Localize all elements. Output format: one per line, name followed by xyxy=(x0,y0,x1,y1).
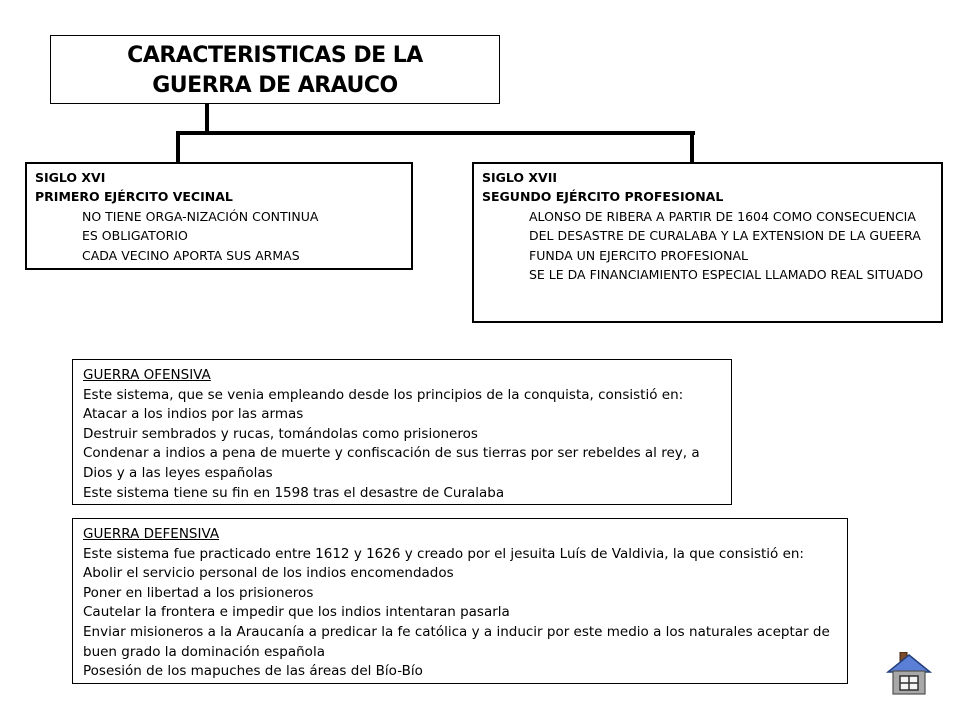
guerra-defensiva-line: Posesión de los mapuches de las áreas del Bío-Bío xyxy=(83,663,423,680)
guerra-defensiva-line: Poner en libertad a los prisioneros xyxy=(83,584,314,601)
guerra-ofensiva-line: Atacar a los indios por las armas xyxy=(83,406,304,423)
siglo-xvii-list xyxy=(482,207,935,285)
home-icon xyxy=(886,652,932,696)
guerra-ofensiva-line: Este sistema tiene su fin en 1598 tras el desastre de Curalaba xyxy=(83,484,505,501)
guerra-defensiva-heading: GUERRA DEFENSIVA xyxy=(83,526,220,542)
siglo-xvii-item: ALONSO DE RIBERA A PARTIR DE 1604 COMO CONSECUENCIA DEL DESASTRE DE CURALABA Y LA EXTENSION DE LA GUEERA FUNDA UN EJERCITO PROFESIONAL xyxy=(529,208,921,263)
connector-horizontal xyxy=(176,131,695,135)
diagram-title-box xyxy=(50,35,500,104)
siglo-xvii-box xyxy=(472,162,943,323)
guerra-ofensiva-box xyxy=(72,359,732,505)
guerra-ofensiva-heading: GUERRA OFENSIVA xyxy=(83,367,211,383)
siglo-xvi-subheading: PRIMERO EJÉRCITO VECINAL xyxy=(35,189,233,205)
guerra-defensiva-line: Este sistema fue practicado entre 1612 y 1626 y creado por el jesuita Luís de Valdivia, la que consistió en: xyxy=(83,545,804,562)
siglo-xvii-heading: SIGLO XVII xyxy=(482,170,558,185)
connector-right-drop xyxy=(690,131,694,162)
guerra-defensiva-line: Enviar misioneros a la Araucanía a predicar la fe católica y a inducir por este medio a los naturales aceptar de buen grado la dominación española xyxy=(83,623,830,660)
guerra-defensiva-box xyxy=(72,518,848,684)
guerra-ofensiva-line: Destruir sembrados y rucas, tomándolas como prisioneros xyxy=(83,425,478,442)
guerra-defensiva-line: Cautelar la frontera e impedir que los indios intentaran pasarla xyxy=(83,604,510,621)
diagram-title: CARACTERISTICAS DE LA GUERRA DE ARAUCO xyxy=(127,43,423,98)
siglo-xvi-item: NO TIENE ORGA-NIZACIÓN CONTINUA xyxy=(82,208,319,224)
siglo-xvii-item: SE LE DA FINANCIAMIENTO ESPECIAL LLAMADO REAL SITUADO xyxy=(529,267,924,283)
guerra-ofensiva-line: Este sistema, que se venia empleando desde los principios de la conquista, consistió en: xyxy=(83,386,684,403)
siglo-xvii-subheading: SEGUNDO EJÉRCITO PROFESIONAL xyxy=(482,189,724,205)
guerra-defensiva-line: Abolir el servicio personal de los indios encomendados xyxy=(83,565,454,582)
connector-vertical-main xyxy=(205,104,209,134)
siglo-xvi-box xyxy=(25,162,413,270)
siglo-xvi-item: CADA VECINO APORTA SUS ARMAS xyxy=(82,247,300,263)
siglo-xvi-heading: SIGLO XVI xyxy=(35,170,106,185)
siglo-xvi-list xyxy=(35,207,405,265)
siglo-xvi-item: ES OBLIGATORIO xyxy=(82,228,188,244)
home-button[interactable] xyxy=(886,652,932,696)
guerra-ofensiva-line: Condenar a indios a pena de muerte y confiscación de sus tierras por ser rebeldes al rey, a Dios y a las leyes españolas xyxy=(83,445,700,481)
connector-left-drop xyxy=(176,131,180,162)
